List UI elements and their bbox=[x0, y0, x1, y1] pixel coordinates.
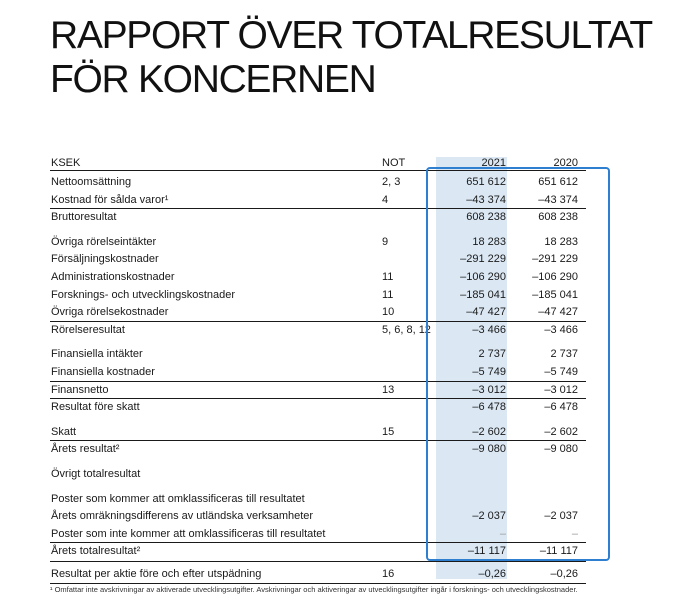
header-year-2020: 2020 bbox=[553, 157, 578, 169]
row-label: Resultat per aktie före och efter utspädning bbox=[51, 568, 262, 581]
row-value-2020: –47 427 bbox=[538, 306, 578, 319]
row-value-2021: 608 238 bbox=[466, 211, 506, 224]
row-label: Kostnad för sålda varor¹ bbox=[51, 193, 169, 206]
row-value-2021: –47 427 bbox=[466, 306, 506, 319]
row-label: Poster som inte kommer att omklassificeras till resultatet bbox=[51, 527, 326, 540]
header-year-2021: 2021 bbox=[481, 157, 506, 169]
report-title-line-1: RAPPORT ÖVER TOTALRESULTAT bbox=[50, 14, 652, 57]
row-value-2021: 651 612 bbox=[466, 176, 506, 188]
row-value-2021: –0,26 bbox=[478, 568, 506, 581]
row-value-2020: –9 080 bbox=[544, 443, 578, 456]
header-ksek: KSEK bbox=[51, 157, 81, 169]
row-label: Skatt bbox=[51, 425, 77, 438]
row-label: Forsknings- och utvecklingskostnader bbox=[51, 288, 236, 301]
row-value-2021: 18 283 bbox=[472, 235, 506, 248]
row-value-2021: –2 037 bbox=[472, 510, 506, 523]
row-value-2021: –5 749 bbox=[472, 365, 506, 378]
row-label: Finansiella intäkter bbox=[51, 348, 143, 361]
row-label: Årets resultat² bbox=[51, 443, 120, 456]
row-note: 5, 6, 8, 12 bbox=[382, 323, 431, 336]
row-label: Övriga rörelseintäkter bbox=[51, 235, 157, 248]
row-value-2021: – bbox=[499, 527, 506, 540]
row-value-2020: –2 037 bbox=[544, 510, 578, 523]
row-note: 4 bbox=[382, 193, 389, 206]
footnote: ¹ Omfattar inte avskrivningar av aktiverade utvecklingsutgifter. Avskrivningar och aktiveringar av utvecklingsutgifter ingår i forsknings- och utvecklingskostnader. bbox=[50, 585, 578, 594]
row-label: Övrigt totalresultat bbox=[51, 467, 141, 480]
row-value-2020: –3 012 bbox=[544, 383, 578, 396]
row-value-2020: –0,26 bbox=[550, 568, 578, 581]
row-value-2021: –3 466 bbox=[472, 323, 506, 336]
row-note: 13 bbox=[382, 383, 395, 396]
row-value-2020: –11 117 bbox=[539, 545, 578, 558]
row-value-2020: 2 737 bbox=[550, 348, 578, 361]
row-value-2020: 608 238 bbox=[538, 211, 578, 224]
row-label: Finansnetto bbox=[51, 383, 109, 396]
row-label: Nettoomsättning bbox=[51, 176, 132, 188]
row-label: Administrationskostnader bbox=[51, 270, 175, 283]
row-value-2021: –43 374 bbox=[466, 193, 506, 206]
row-value-2020: –185 041 bbox=[532, 288, 578, 301]
row-value-2020: –3 466 bbox=[544, 323, 578, 336]
row-note: 11 bbox=[382, 270, 394, 283]
row-value-2020: –5 749 bbox=[544, 365, 578, 378]
row-value-2021: –291 229 bbox=[460, 253, 506, 266]
row-note: 9 bbox=[382, 235, 389, 248]
row-value-2020: 18 283 bbox=[544, 235, 578, 248]
report-title-line-2: FÖR KONCERNEN bbox=[50, 58, 376, 101]
row-value-2020: –106 290 bbox=[532, 270, 578, 283]
row-value-2021: –11 117 bbox=[467, 545, 506, 558]
row-value-2020: 651 612 bbox=[538, 176, 578, 188]
row-note: 15 bbox=[382, 425, 395, 438]
row-label: Årets totalresultat² bbox=[51, 545, 141, 558]
row-value-2020: –2 602 bbox=[544, 425, 578, 438]
row-note: 2, 3 bbox=[382, 176, 401, 188]
row-label: Rörelseresultat bbox=[51, 323, 125, 336]
row-value-2020: –43 374 bbox=[538, 193, 578, 206]
row-value-2021: –185 041 bbox=[460, 288, 506, 301]
row-label: Bruttoresultat bbox=[51, 211, 117, 224]
row-label: Finansiella kostnader bbox=[51, 365, 155, 378]
row-note: 11 bbox=[382, 288, 394, 301]
highlight-box bbox=[426, 167, 610, 561]
row-value-2021: 2 737 bbox=[478, 348, 506, 361]
row-label: Poster som kommer att omklassificeras till resultatet bbox=[51, 492, 305, 505]
row-value-2021: –2 602 bbox=[472, 425, 506, 438]
row-value-2021: –6 478 bbox=[472, 401, 506, 414]
row-label: Försäljningskostnader bbox=[51, 253, 159, 266]
row-value-2020: – bbox=[571, 527, 578, 540]
table-row bbox=[50, 566, 586, 584]
row-value-2021: –9 080 bbox=[472, 443, 506, 456]
row-label: Resultat före skatt bbox=[51, 401, 140, 414]
row-value-2020: –291 229 bbox=[532, 253, 578, 266]
report-title bbox=[50, 14, 670, 102]
row-note: 10 bbox=[382, 306, 395, 319]
row-note: 16 bbox=[382, 568, 395, 581]
header-note: NOT bbox=[382, 157, 406, 169]
row-value-2021: –106 290 bbox=[460, 270, 506, 283]
row-label: Övriga rörelsekostnader bbox=[51, 306, 169, 319]
row-label: Årets omräkningsdifferens av utländska verksamheter bbox=[51, 510, 314, 523]
row-value-2020: –6 478 bbox=[544, 401, 578, 414]
row-value-2021: –3 012 bbox=[472, 383, 506, 396]
